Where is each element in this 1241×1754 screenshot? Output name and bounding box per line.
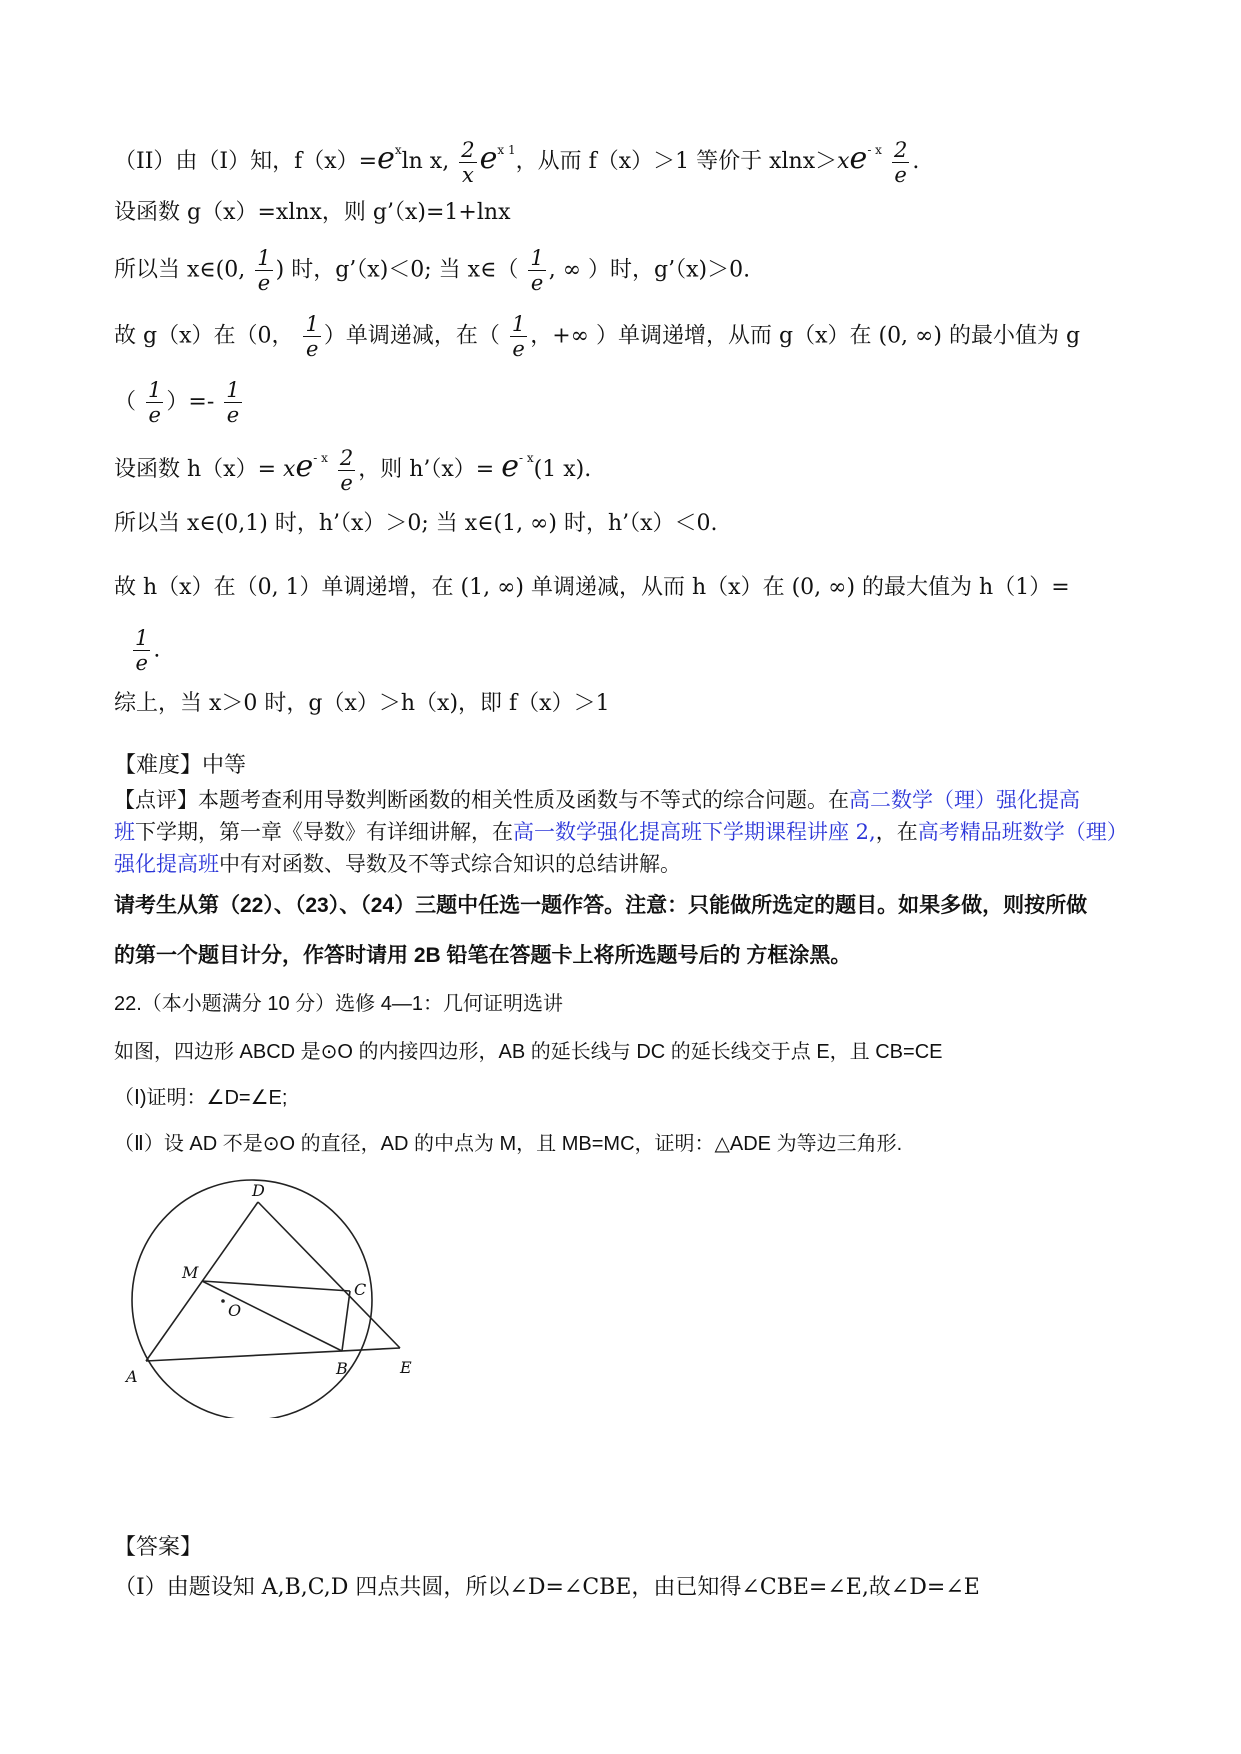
label-m: M — [182, 1263, 199, 1282]
label-b: B — [336, 1359, 348, 1378]
circle-o — [132, 1180, 372, 1418]
fraction-2-over-x — [459, 138, 476, 187]
solution-line-2: 设函数 g（x）=xlnx，则 g’（x)=1+lnx — [114, 200, 511, 225]
denominator: e — [148, 403, 161, 427]
denominator: e — [226, 403, 240, 427]
e-symbol: e — [295, 449, 314, 484]
center-dot-o — [221, 1299, 225, 1303]
period: . — [912, 149, 920, 174]
notice-line-2: 的第一个题目计分，作答时请用 2B 铅笔在答题卡上将所选题号后的 方框涂黑。 — [114, 944, 852, 967]
denominator: e — [530, 271, 544, 295]
answer-heading: 【答案】 — [114, 1535, 203, 1560]
denominator: e — [340, 470, 353, 495]
text: （ — [114, 389, 137, 415]
e-symbol: e — [377, 141, 395, 176]
numerator: 2 — [339, 445, 354, 470]
fraction-1-over-e — [303, 312, 320, 361]
exponent: - x — [518, 451, 534, 465]
label-a: A — [126, 1367, 138, 1386]
solution-conclusion: 综上，当 x＞0 时，g（x）＞h（x)，即 f（x）＞1 — [114, 691, 610, 716]
solution-line-4 — [114, 312, 1080, 361]
solution-line-6 — [114, 444, 591, 495]
separator: , — [442, 149, 450, 174]
course-link-2[interactable]: 高一数学强化提高班下学期课程讲座 2, — [513, 820, 876, 844]
numerator: 1 — [135, 626, 149, 650]
numerator: 2 — [461, 137, 475, 162]
denominator: e — [135, 651, 148, 675]
denominator: e — [894, 162, 907, 187]
text: ，则 h’（x）= — [358, 457, 495, 482]
numerator: 1 — [530, 246, 544, 270]
problem-22-part-1: （Ⅰ)证明：∠D=∠E; — [114, 1087, 288, 1109]
solution-line-3 — [114, 246, 750, 295]
exponent: - x — [867, 143, 882, 157]
problem-22-part-2: （Ⅱ）设 AD 不是⊙O 的直径，AD 的中点为 M，且 MB=MC，证明：△ADE 为等边三角形. — [114, 1133, 903, 1155]
segment-mc — [202, 1281, 350, 1291]
notice-line-1: 请考生从第（22）、（23）、（24）三题中任选一题作答。注意：只能做所选定的题目。如果多做，则按所做 — [114, 894, 1088, 917]
numerator: 1 — [305, 312, 319, 336]
x-var: x — [837, 149, 850, 174]
numerator: 1 — [257, 246, 271, 270]
label-o: O — [228, 1301, 242, 1320]
text: 中有对函数、导数及不等式综合知识的总结讲解。 — [219, 852, 681, 876]
course-link-3-cont[interactable]: 强化提高班 — [114, 852, 219, 876]
e-symbol: e — [849, 141, 868, 176]
segment-de — [258, 1202, 400, 1348]
text: ，从而 f（x）＞1 等价于 xlnx＞ — [515, 149, 838, 174]
solution-line-5 — [114, 378, 245, 427]
fraction-1-over-e — [510, 312, 527, 361]
course-link-1[interactable]: 高二数学（理）强化提高 — [849, 788, 1080, 812]
problem-22-heading: 22.（本小题满分 10 分）选修 4—1：几何证明选讲 — [114, 993, 563, 1015]
course-link-3[interactable]: 高考精品班数学（理） — [917, 820, 1128, 844]
exponent: - x — [313, 451, 328, 465]
fraction-1-over-e — [146, 378, 163, 427]
comment-line-3 — [114, 850, 681, 878]
answer-part-1: （I）由题设知 A,B,C,D 四点共圆，所以∠D=∠CBE，由已知得∠CBE=∠E,故∠D=∠E — [114, 1575, 980, 1600]
denominator: e — [512, 337, 525, 361]
segment-bc — [342, 1291, 350, 1351]
fraction-1-over-e — [255, 246, 272, 295]
denominator: e — [305, 337, 319, 361]
solution-line-9 — [130, 626, 160, 675]
numerator: 1 — [148, 378, 162, 402]
label-c: C — [354, 1280, 367, 1299]
text: ，+∞ ）单调递增，从而 g（x）在 (0, ∞) 的最小值为 g — [530, 323, 1081, 349]
comment-line-2 — [114, 818, 1128, 846]
difficulty-label: 【难度】中等 — [114, 753, 247, 778]
period: . — [153, 637, 161, 663]
e-symbol: e — [501, 449, 519, 484]
numerator: 1 — [511, 312, 526, 336]
solution-line-1 — [114, 136, 919, 187]
numerator: 1 — [226, 378, 240, 402]
factor: (1 x). — [533, 457, 592, 482]
exponent: x 1 — [497, 143, 516, 157]
label-e: E — [400, 1358, 412, 1377]
e-symbol: e — [479, 141, 498, 176]
text: ) 时，g’（x)＜0; 当 x∈（ — [275, 257, 519, 283]
segment-mb — [202, 1281, 342, 1351]
course-link-1-cont[interactable]: 班 — [114, 820, 135, 844]
text: 下学期，第一章《导数》有详细讲解，在 — [135, 820, 513, 844]
geometry-figure — [110, 1178, 430, 1418]
fraction-1-over-e — [224, 378, 241, 427]
fraction-1-over-e — [133, 626, 150, 675]
text: ）=- — [166, 389, 215, 415]
denominator: x — [461, 162, 474, 187]
x-var: x — [283, 457, 296, 482]
text: 【点评】本题考查利用导数判断函数的相关性质及函数与不等式的综合问题。在 — [114, 788, 849, 812]
label-d: D — [252, 1181, 265, 1200]
fraction-1-over-e — [528, 246, 545, 295]
text: , ∞ ）时，g’（x)＞0. — [548, 257, 751, 283]
problem-22-stem: 如图，四边形 ABCD 是⊙O 的内接四边形，AB 的延长线与 DC 的延长线交于点 E，且 CB=CE — [114, 1041, 943, 1063]
text: 故 g（x）在（0， — [114, 323, 294, 349]
text: 设函数 h（x）= — [114, 457, 277, 482]
fraction-2-over-e — [892, 138, 909, 187]
text: 所以当 x∈(0, — [114, 257, 246, 283]
text: ）单调递减，在（ — [323, 323, 500, 349]
exponent: x — [394, 143, 402, 157]
segment-ae — [146, 1348, 400, 1361]
solution-line-8: 故 h（x）在（0, 1）单调递增，在 (1, ∞) 单调递减，从而 h（x）在 (0, ∞) 的最大值为 h（1）= — [114, 575, 1070, 600]
ln-term: ln x — [401, 149, 443, 174]
denominator: e — [257, 271, 271, 295]
comment-line-1 — [114, 786, 1080, 814]
numerator: 2 — [893, 137, 908, 162]
text: （II）由（I）知，f（x）= — [114, 149, 378, 174]
text: ，在 — [875, 820, 918, 844]
fraction-2-over-e — [338, 446, 355, 495]
solution-line-7: 所以当 x∈(0,1) 时，h’（x）＞0; 当 x∈(1, ∞) 时，h’（x）＜0. — [114, 511, 718, 536]
